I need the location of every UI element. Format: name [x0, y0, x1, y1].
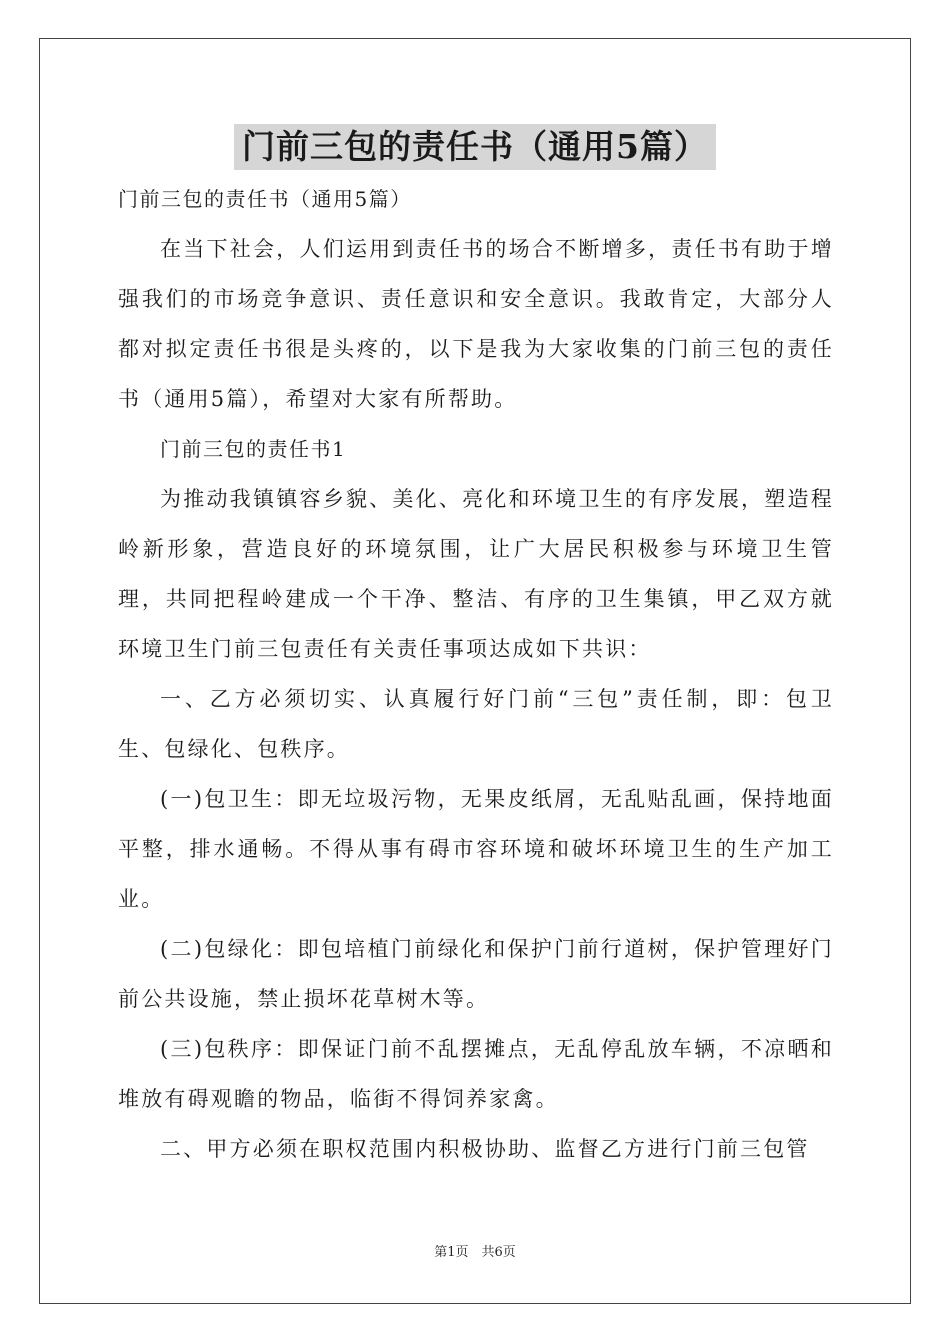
body-paragraph: 为推动我镇镇容乡貌、美化、亮化和环境卫生的有序发展，塑造程岭新形象，营造良好的环境氛围，让广大居民积极参与环境卫生管理，共同把程岭建成一个干净、整洁、有序的卫生集镇，甲乙双方就环境卫生门前三包责任有关责任事项达成如下共识： [118, 487, 834, 661]
body-paragraph: 一、乙方必须切实、认真履行好门前“三包”责任制，即：包卫生、包绿化、包秩序。 [118, 687, 834, 761]
section-heading: 门前三包的责任书1 [160, 437, 347, 461]
document-title: 门前三包的责任书（通用5篇） [234, 124, 716, 170]
page-footer: 第1页 共6页 [434, 1245, 516, 1260]
intro-paragraph: 在当下社会，人们运用到责任书的场合不断增多，责任书有助于增强我们的市场竞争意识、责任意识和安全意识。我敢肯定，大部分人都对拟定责任书很是头疼的，以下是我为大家收集的门前三包的责任书（通用5篇），希望对大家有所帮助。 [118, 237, 834, 411]
document-subtitle: 门前三包的责任书（通用5篇） [118, 187, 412, 211]
body-paragraph: (一)包卫生：即无垃圾污物，无果皮纸屑，无乱贴乱画，保持地面平整，排水通畅。不得从事有碍市容环境和破坏环境卫生的生产加工业。 [118, 787, 834, 911]
title-container [0, 124, 950, 170]
body-paragraph: 二、甲方必须在职权范围内积极协助、监督乙方进行门前三包管 [160, 1137, 810, 1161]
document-body [118, 178, 834, 1174]
body-paragraph: (二)包绿化：即包培植门前绿化和保护门前行道树，保护管理好门前公共设施，禁止损坏花草树木等。 [118, 937, 834, 1011]
body-paragraph: (三)包秩序：即保证门前不乱摆摊点，无乱停乱放车辆，不凉晒和堆放有碍观瞻的物品，临街不得饲养家禽。 [118, 1037, 834, 1111]
